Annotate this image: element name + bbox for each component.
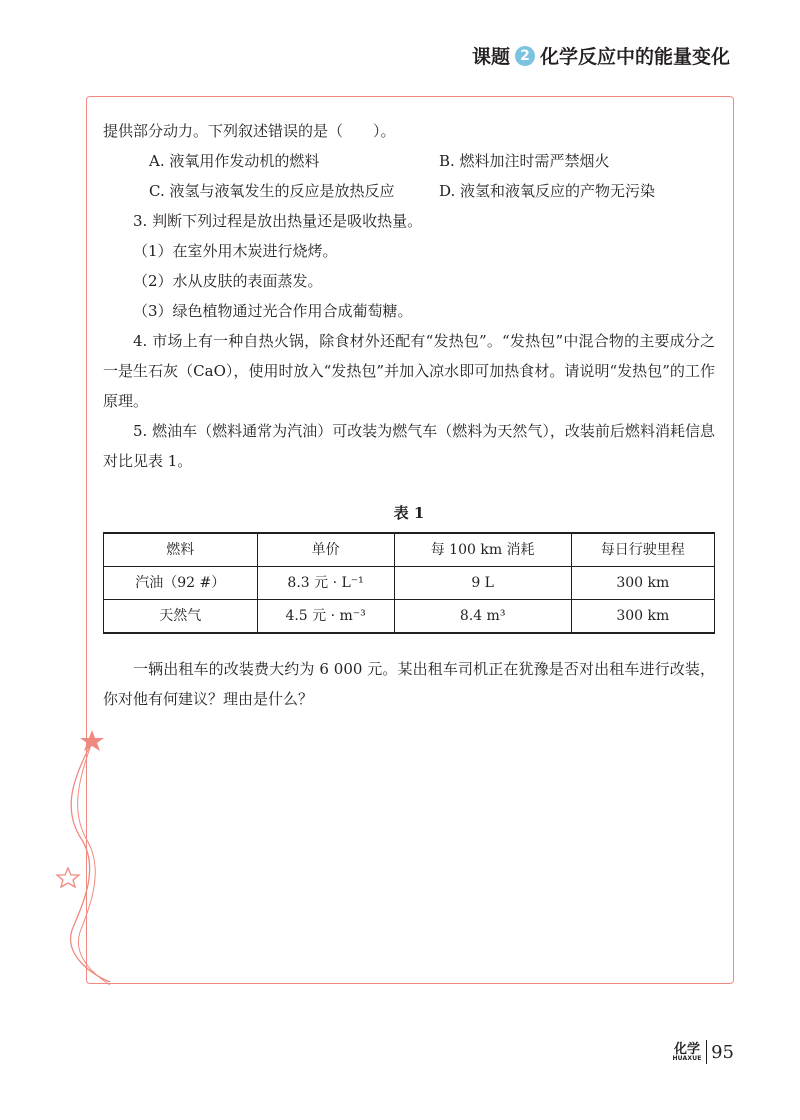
option-b: B. 燃料加注时需严禁烟火	[439, 152, 610, 170]
table-header-cell: 每 100 km 消耗	[394, 533, 571, 567]
option-a: A. 液氧用作发动机的燃料	[149, 152, 320, 170]
table-header-cell: 单价	[257, 533, 394, 567]
page-number: 95	[711, 1041, 734, 1063]
star-ribbon-decoration	[52, 720, 112, 990]
subject-pinyin: HUAXUE	[672, 1054, 702, 1062]
star-outline-icon	[57, 868, 79, 887]
question-intro: 提供部分动力。下列叙述错误的是（ ）。	[103, 122, 396, 140]
chapter-prefix: 课题	[471, 46, 510, 68]
option-c: C. 液氢与液氧发生的反应是放热反应	[149, 182, 395, 200]
table-cell: 300 km	[571, 600, 714, 634]
table-cell: 汽油（92 #）	[104, 567, 258, 600]
subject-logo	[672, 1043, 701, 1062]
chapter-title: 化学反应中的能量变化	[539, 46, 730, 68]
table-cell: 4.5 元 · m⁻³	[257, 600, 394, 634]
table-cell: 9 L	[394, 567, 571, 600]
table-header-cell: 燃料	[104, 533, 258, 567]
fuel-comparison-table	[103, 532, 715, 634]
options-row-1	[103, 146, 715, 176]
table-title: 表 1	[393, 504, 425, 522]
question-3-item-1: （1）在室外用木炭进行烧烤。	[133, 242, 338, 260]
question-3-item-3: （3）绿色植物通过光合作用合成葡萄糖。	[133, 302, 413, 320]
question-4: 4. 市场上有一种自热火锅，除食材外还配有“发热包”。“发热包”中混合物的主要成分之一是生石灰（CaO），使用时放入“发热包”并加入凉水即可加热食材。请说明“发热包”的工作原理。	[103, 332, 715, 410]
closing-question: 一辆出租车的改装费大约为 6 000 元。某出租车司机正在犹豫是否对出租车进行改装，你对他有何建议？理由是什么？	[103, 660, 715, 708]
table-row	[104, 600, 715, 634]
chapter-header	[472, 42, 730, 69]
table-cell: 8.3 元 · L⁻¹	[257, 567, 394, 600]
footer-divider	[706, 1040, 708, 1064]
table-cell: 天然气	[104, 600, 258, 634]
table-cell: 300 km	[571, 567, 714, 600]
question-3-item-2: （2）水从皮肤的表面蒸发。	[133, 272, 323, 290]
options-row-2	[103, 176, 715, 206]
subject-name: 化学	[674, 1041, 701, 1057]
table-header-cell: 每日行驶里程	[571, 533, 714, 567]
question-content	[103, 116, 715, 714]
option-d: D. 液氢和液氧反应的产物无污染	[439, 182, 656, 200]
page-footer	[672, 1040, 734, 1064]
question-5: 5. 燃油车（燃料通常为汽油）可改装为燃气车（燃料为天然气），改装前后燃料消耗信息对比见表 1。	[103, 422, 715, 470]
star-icon	[80, 730, 104, 751]
chapter-number-badge: 2	[515, 46, 535, 66]
table-header-row	[104, 533, 715, 567]
table-cell: 8.4 m³	[394, 600, 571, 634]
question-3-stem: 3. 判断下列过程是放出热量还是吸收热量。	[133, 212, 423, 230]
table-row	[104, 567, 715, 600]
